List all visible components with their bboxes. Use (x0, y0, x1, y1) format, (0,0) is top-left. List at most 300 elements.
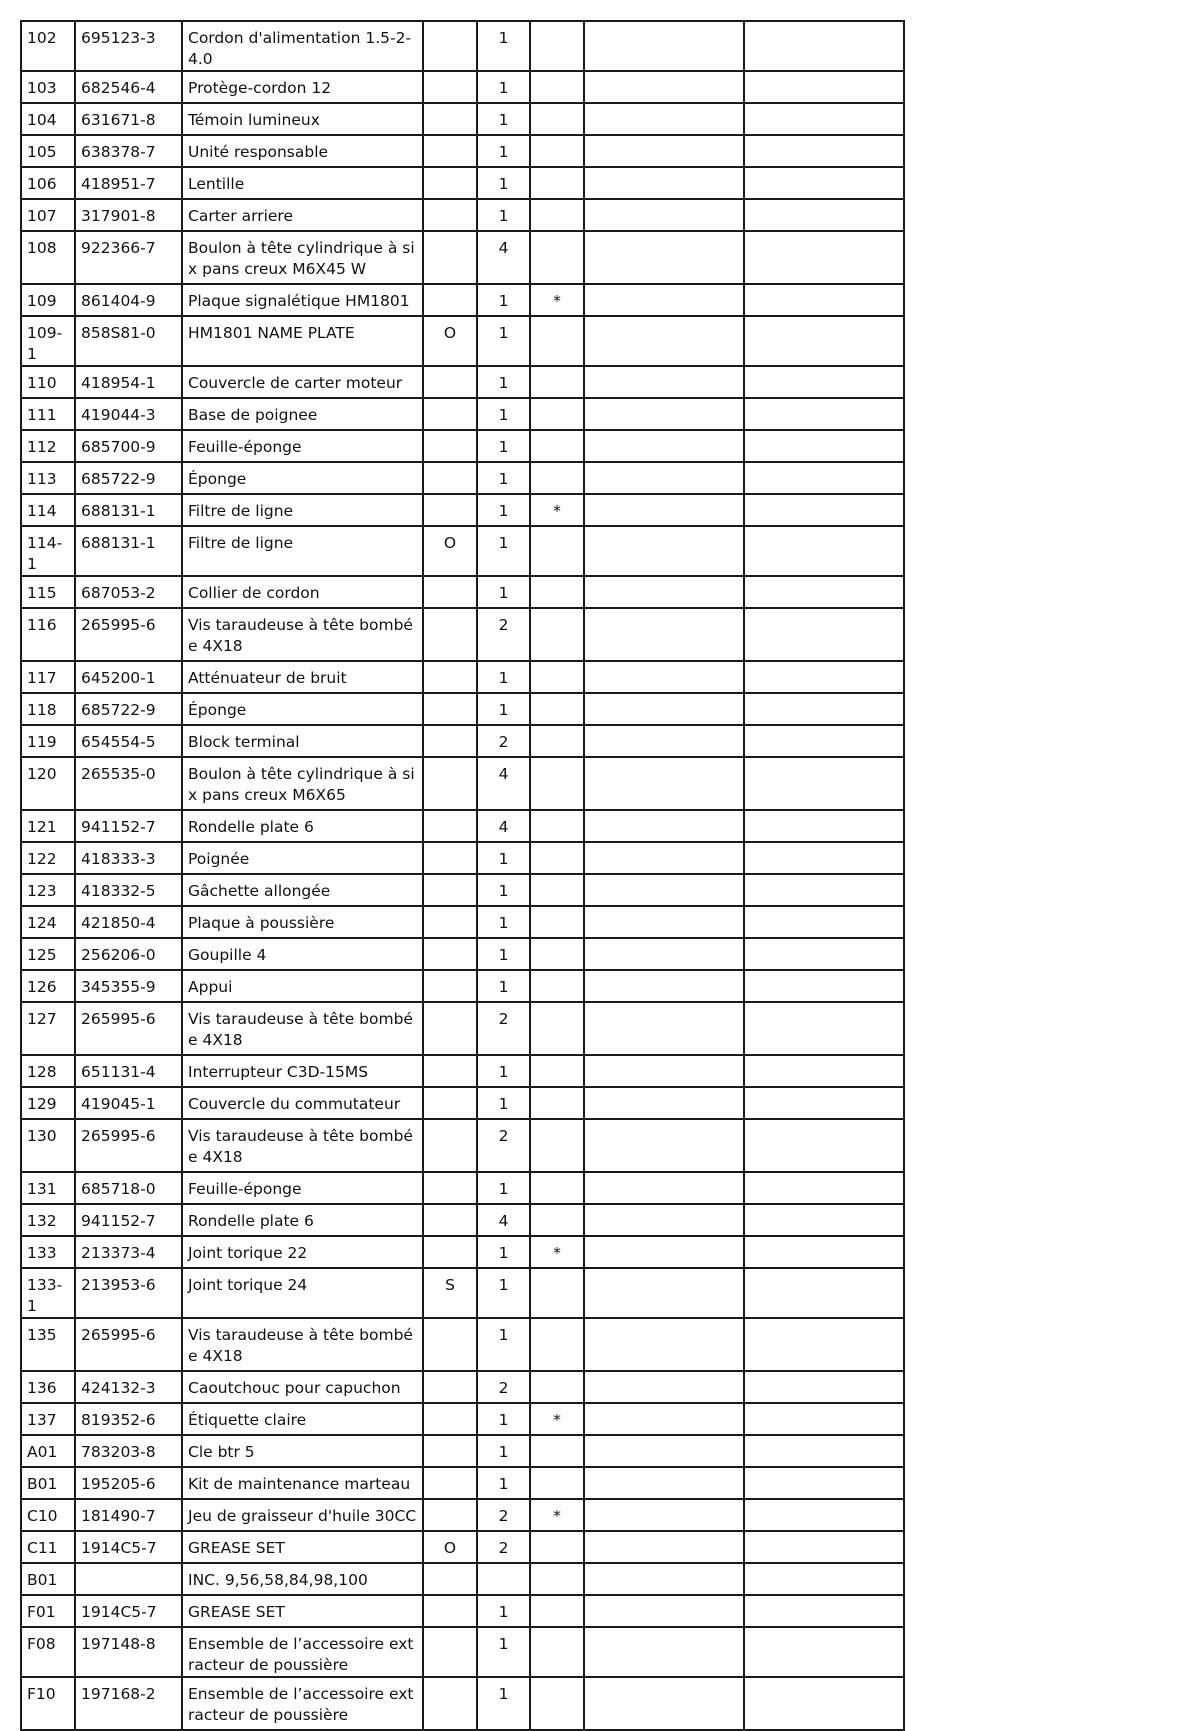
blank-cell-2 (744, 661, 904, 693)
part-number-cell: 265995-6 (75, 608, 182, 661)
item-number-cell: 122 (21, 842, 75, 874)
quantity-cell: 1 (477, 1595, 530, 1627)
blank-cell-2 (744, 1531, 904, 1563)
table-row (21, 874, 904, 906)
description-cell: Feuille-éponge (182, 1172, 423, 1204)
blank-cell-2 (744, 103, 904, 135)
description-cell: Protège-cordon 12 (182, 71, 423, 103)
table-row (21, 284, 904, 316)
description-cell: Atténuateur de bruit (182, 661, 423, 693)
blank-cell-1 (584, 135, 744, 167)
blank-cell-2 (744, 316, 904, 366)
item-number-cell: 129 (21, 1087, 75, 1119)
blank-cell-1 (584, 906, 744, 938)
description-cell: Ensemble de l’accessoire extracteur de poussière (182, 1677, 423, 1730)
blank-cell-1 (584, 693, 744, 725)
note-cell (530, 1002, 584, 1055)
description-cell: Filtre de ligne (182, 526, 423, 576)
quantity-cell: 1 (477, 494, 530, 526)
description-cell: Lentille (182, 167, 423, 199)
parts-table (20, 20, 905, 1731)
description-cell: Éponge (182, 693, 423, 725)
part-number-cell: 213953-6 (75, 1268, 182, 1318)
description-cell: Gâchette allongée (182, 874, 423, 906)
table-row (21, 1499, 904, 1531)
item-number-cell: C10 (21, 1499, 75, 1531)
item-number-cell: 136 (21, 1371, 75, 1403)
note-cell: * (530, 494, 584, 526)
note-cell (530, 693, 584, 725)
blank-cell-2 (744, 810, 904, 842)
blank-cell-1 (584, 103, 744, 135)
option-cell (423, 1499, 477, 1531)
option-cell (423, 1318, 477, 1371)
blank-cell-2 (744, 842, 904, 874)
option-cell (423, 810, 477, 842)
blank-cell-1 (584, 1002, 744, 1055)
blank-cell-2 (744, 1268, 904, 1318)
blank-cell-1 (584, 1268, 744, 1318)
quantity-cell: 2 (477, 1002, 530, 1055)
blank-cell-2 (744, 938, 904, 970)
note-cell (530, 725, 584, 757)
item-number-cell: F08 (21, 1627, 75, 1677)
note-cell (530, 398, 584, 430)
part-number-cell: 631671-8 (75, 103, 182, 135)
table-row (21, 810, 904, 842)
blank-cell-1 (584, 430, 744, 462)
part-number-cell: 265995-6 (75, 1119, 182, 1172)
blank-cell-1 (584, 661, 744, 693)
blank-cell-2 (744, 1204, 904, 1236)
table-row (21, 1204, 904, 1236)
blank-cell-2 (744, 135, 904, 167)
note-cell (530, 71, 584, 103)
blank-cell-2 (744, 608, 904, 661)
quantity-cell: 2 (477, 608, 530, 661)
option-cell (423, 103, 477, 135)
blank-cell-2 (744, 1435, 904, 1467)
blank-cell-2 (744, 21, 904, 71)
blank-cell-1 (584, 1318, 744, 1371)
quantity-cell: 2 (477, 1119, 530, 1172)
quantity-cell: 1 (477, 1677, 530, 1730)
note-cell (530, 906, 584, 938)
option-cell (423, 1236, 477, 1268)
part-number-cell: 181490-7 (75, 1499, 182, 1531)
table-row (21, 71, 904, 103)
note-cell (530, 526, 584, 576)
quantity-cell: 4 (477, 231, 530, 284)
item-number-cell: 114-1 (21, 526, 75, 576)
blank-cell-2 (744, 1119, 904, 1172)
note-cell (530, 1119, 584, 1172)
description-cell: Plaque à poussière (182, 906, 423, 938)
item-number-cell: 114 (21, 494, 75, 526)
quantity-cell: 1 (477, 874, 530, 906)
description-cell: Carter arriere (182, 199, 423, 231)
description-cell: Interrupteur C3D-15MS (182, 1055, 423, 1087)
part-number-cell: 685722-9 (75, 693, 182, 725)
blank-cell-1 (584, 316, 744, 366)
description-cell: Boulon à tête cylindrique à six pans creux M6X65 (182, 757, 423, 810)
option-cell (423, 167, 477, 199)
option-cell (423, 608, 477, 661)
option-cell (423, 1087, 477, 1119)
option-cell (423, 661, 477, 693)
part-number-cell: 421850-4 (75, 906, 182, 938)
item-number-cell: 131 (21, 1172, 75, 1204)
table-row (21, 1318, 904, 1371)
description-cell: Caoutchouc pour capuchon (182, 1371, 423, 1403)
quantity-cell: 1 (477, 199, 530, 231)
item-number-cell: 105 (21, 135, 75, 167)
blank-cell-2 (744, 1002, 904, 1055)
option-cell: S (423, 1268, 477, 1318)
part-number-cell: 861404-9 (75, 284, 182, 316)
item-number-cell: F10 (21, 1677, 75, 1730)
option-cell (423, 231, 477, 284)
description-cell: Feuille-éponge (182, 430, 423, 462)
quantity-cell: 1 (477, 1467, 530, 1499)
option-cell (423, 1435, 477, 1467)
item-number-cell: 118 (21, 693, 75, 725)
table-row (21, 316, 904, 366)
blank-cell-2 (744, 757, 904, 810)
part-number-cell: 687053-2 (75, 576, 182, 608)
option-cell (423, 874, 477, 906)
blank-cell-1 (584, 71, 744, 103)
quantity-cell: 4 (477, 1204, 530, 1236)
item-number-cell: 116 (21, 608, 75, 661)
option-cell: O (423, 316, 477, 366)
blank-cell-2 (744, 1627, 904, 1677)
description-cell: Rondelle plate 6 (182, 810, 423, 842)
part-number-cell: 638378-7 (75, 135, 182, 167)
note-cell (530, 1435, 584, 1467)
item-number-cell: 104 (21, 103, 75, 135)
blank-cell-1 (584, 231, 744, 284)
part-number-cell: 419045-1 (75, 1087, 182, 1119)
table-row (21, 494, 904, 526)
table-row (21, 1677, 904, 1730)
note-cell (530, 1055, 584, 1087)
part-number-cell: 645200-1 (75, 661, 182, 693)
note-cell (530, 874, 584, 906)
description-cell: Couvercle de carter moteur (182, 366, 423, 398)
item-number-cell: F01 (21, 1595, 75, 1627)
table-row (21, 199, 904, 231)
quantity-cell: 2 (477, 1531, 530, 1563)
blank-cell-2 (744, 693, 904, 725)
table-row (21, 1435, 904, 1467)
table-row (21, 1055, 904, 1087)
note-cell (530, 316, 584, 366)
note-cell: * (530, 284, 584, 316)
note-cell (530, 167, 584, 199)
note-cell (530, 103, 584, 135)
blank-cell-1 (584, 199, 744, 231)
part-number-cell: 685722-9 (75, 462, 182, 494)
blank-cell-1 (584, 398, 744, 430)
table-row (21, 661, 904, 693)
part-number-cell: 654554-5 (75, 725, 182, 757)
table-row (21, 1627, 904, 1677)
blank-cell-1 (584, 1563, 744, 1595)
part-number-cell: 685700-9 (75, 430, 182, 462)
blank-cell-1 (584, 757, 744, 810)
description-cell: Vis taraudeuse à tête bombée 4X18 (182, 1002, 423, 1055)
table-row (21, 1268, 904, 1318)
option-cell (423, 1371, 477, 1403)
table-row (21, 1531, 904, 1563)
part-number-cell: 1914C5-7 (75, 1531, 182, 1563)
note-cell (530, 1204, 584, 1236)
blank-cell-1 (584, 526, 744, 576)
description-cell: Ensemble de l’accessoire extracteur de poussière (182, 1627, 423, 1677)
item-number-cell: A01 (21, 1435, 75, 1467)
part-number-cell: 418951-7 (75, 167, 182, 199)
description-cell: INC. 9,56,58,84,98,100 (182, 1563, 423, 1595)
quantity-cell: 1 (477, 21, 530, 71)
item-number-cell: 125 (21, 938, 75, 970)
note-cell (530, 1087, 584, 1119)
quantity-cell: 1 (477, 167, 530, 199)
parts-table-body (21, 21, 904, 1730)
blank-cell-2 (744, 1403, 904, 1435)
option-cell (423, 1627, 477, 1677)
note-cell (530, 462, 584, 494)
description-cell: Collier de cordon (182, 576, 423, 608)
blank-cell-2 (744, 366, 904, 398)
blank-cell-2 (744, 1087, 904, 1119)
description-cell: Appui (182, 970, 423, 1002)
quantity-cell: 4 (477, 757, 530, 810)
description-cell: Block terminal (182, 725, 423, 757)
quantity-cell (477, 1563, 530, 1595)
option-cell (423, 725, 477, 757)
option-cell (423, 970, 477, 1002)
quantity-cell: 1 (477, 1435, 530, 1467)
option-cell (423, 1595, 477, 1627)
note-cell: * (530, 1499, 584, 1531)
quantity-cell: 1 (477, 970, 530, 1002)
blank-cell-1 (584, 1204, 744, 1236)
table-row (21, 842, 904, 874)
description-cell: Filtre de ligne (182, 494, 423, 526)
description-cell: Rondelle plate 6 (182, 1204, 423, 1236)
blank-cell-1 (584, 842, 744, 874)
item-number-cell: 132 (21, 1204, 75, 1236)
blank-cell-1 (584, 1499, 744, 1531)
blank-cell-1 (584, 1467, 744, 1499)
table-row (21, 366, 904, 398)
note-cell (530, 135, 584, 167)
description-cell: Vis taraudeuse à tête bombée 4X18 (182, 1318, 423, 1371)
note-cell (530, 842, 584, 874)
item-number-cell: C11 (21, 1531, 75, 1563)
note-cell (530, 1531, 584, 1563)
description-cell: Couvercle du commutateur (182, 1087, 423, 1119)
part-number-cell: 1914C5-7 (75, 1595, 182, 1627)
blank-cell-1 (584, 1531, 744, 1563)
blank-cell-2 (744, 199, 904, 231)
quantity-cell: 1 (477, 906, 530, 938)
blank-cell-2 (744, 874, 904, 906)
description-cell: GREASE SET (182, 1531, 423, 1563)
item-number-cell: 119 (21, 725, 75, 757)
quantity-cell: 1 (477, 1087, 530, 1119)
item-number-cell: 121 (21, 810, 75, 842)
table-row (21, 462, 904, 494)
note-cell (530, 1563, 584, 1595)
quantity-cell: 1 (477, 366, 530, 398)
option-cell (423, 576, 477, 608)
item-number-cell: 111 (21, 398, 75, 430)
blank-cell-1 (584, 284, 744, 316)
option-cell (423, 1563, 477, 1595)
part-number-cell: 858S81-0 (75, 316, 182, 366)
item-number-cell: 107 (21, 199, 75, 231)
item-number-cell: 130 (21, 1119, 75, 1172)
option-cell (423, 1172, 477, 1204)
note-cell (530, 661, 584, 693)
blank-cell-1 (584, 366, 744, 398)
blank-cell-1 (584, 1236, 744, 1268)
blank-cell-1 (584, 608, 744, 661)
part-number-cell: 265995-6 (75, 1318, 182, 1371)
option-cell (423, 906, 477, 938)
blank-cell-1 (584, 1677, 744, 1730)
note-cell (530, 1172, 584, 1204)
item-number-cell: 108 (21, 231, 75, 284)
note-cell (530, 1268, 584, 1318)
part-number-cell: 941152-7 (75, 1204, 182, 1236)
description-cell: Cordon d'alimentation 1.5-2-4.0 (182, 21, 423, 71)
part-number-cell: 418333-3 (75, 842, 182, 874)
quantity-cell: 1 (477, 661, 530, 693)
part-number-cell: 418954-1 (75, 366, 182, 398)
table-row (21, 526, 904, 576)
blank-cell-2 (744, 398, 904, 430)
table-row (21, 398, 904, 430)
description-cell: Poignée (182, 842, 423, 874)
option-cell (423, 1055, 477, 1087)
option-cell: O (423, 526, 477, 576)
table-row (21, 693, 904, 725)
part-number-cell: 688131-1 (75, 526, 182, 576)
note-cell (530, 1595, 584, 1627)
note-cell (530, 757, 584, 810)
part-number-cell: 256206-0 (75, 938, 182, 970)
part-number-cell: 783203-8 (75, 1435, 182, 1467)
item-number-cell: 109-1 (21, 316, 75, 366)
option-cell (423, 693, 477, 725)
table-row (21, 1087, 904, 1119)
table-row (21, 430, 904, 462)
part-number-cell: 418332-5 (75, 874, 182, 906)
blank-cell-1 (584, 1627, 744, 1677)
quantity-cell: 1 (477, 938, 530, 970)
quantity-cell: 1 (477, 693, 530, 725)
item-number-cell: B01 (21, 1467, 75, 1499)
table-row (21, 906, 904, 938)
blank-cell-2 (744, 1677, 904, 1730)
quantity-cell: 1 (477, 1627, 530, 1677)
table-row (21, 1563, 904, 1595)
blank-cell-2 (744, 71, 904, 103)
quantity-cell: 1 (477, 1318, 530, 1371)
table-row (21, 1002, 904, 1055)
note-cell (530, 970, 584, 1002)
blank-cell-2 (744, 1499, 904, 1531)
blank-cell-2 (744, 1595, 904, 1627)
note-cell (530, 1467, 584, 1499)
item-number-cell: 117 (21, 661, 75, 693)
blank-cell-2 (744, 526, 904, 576)
part-number-cell: 197168-2 (75, 1677, 182, 1730)
blank-cell-2 (744, 1467, 904, 1499)
blank-cell-1 (584, 970, 744, 1002)
blank-cell-1 (584, 576, 744, 608)
blank-cell-2 (744, 1172, 904, 1204)
description-cell: Cle btr 5 (182, 1435, 423, 1467)
blank-cell-2 (744, 1371, 904, 1403)
blank-cell-2 (744, 462, 904, 494)
note-cell (530, 1371, 584, 1403)
part-number-cell: 922366-7 (75, 231, 182, 284)
table-row (21, 725, 904, 757)
blank-cell-1 (584, 1403, 744, 1435)
blank-cell-2 (744, 1055, 904, 1087)
note-cell (530, 608, 584, 661)
part-number-cell: 317901-8 (75, 199, 182, 231)
quantity-cell: 1 (477, 526, 530, 576)
blank-cell-1 (584, 810, 744, 842)
blank-cell-2 (744, 1563, 904, 1595)
description-cell: GREASE SET (182, 1595, 423, 1627)
table-row (21, 1595, 904, 1627)
blank-cell-1 (584, 167, 744, 199)
description-cell: Vis taraudeuse à tête bombée 4X18 (182, 608, 423, 661)
table-row (21, 608, 904, 661)
description-cell: Vis taraudeuse à tête bombée 4X18 (182, 1119, 423, 1172)
quantity-cell: 1 (477, 284, 530, 316)
blank-cell-2 (744, 494, 904, 526)
blank-cell-1 (584, 1435, 744, 1467)
note-cell (530, 430, 584, 462)
blank-cell-1 (584, 21, 744, 71)
quantity-cell: 1 (477, 103, 530, 135)
note-cell (530, 576, 584, 608)
item-number-cell: 109 (21, 284, 75, 316)
quantity-cell: 4 (477, 810, 530, 842)
description-cell: Étiquette claire (182, 1403, 423, 1435)
option-cell (423, 398, 477, 430)
blank-cell-2 (744, 970, 904, 1002)
quantity-cell: 2 (477, 1371, 530, 1403)
option-cell (423, 71, 477, 103)
table-row (21, 1371, 904, 1403)
description-cell: Unité responsable (182, 135, 423, 167)
item-number-cell: 123 (21, 874, 75, 906)
table-row (21, 576, 904, 608)
blank-cell-2 (744, 430, 904, 462)
option-cell (423, 462, 477, 494)
option-cell (423, 1677, 477, 1730)
item-number-cell: 126 (21, 970, 75, 1002)
option-cell (423, 1403, 477, 1435)
